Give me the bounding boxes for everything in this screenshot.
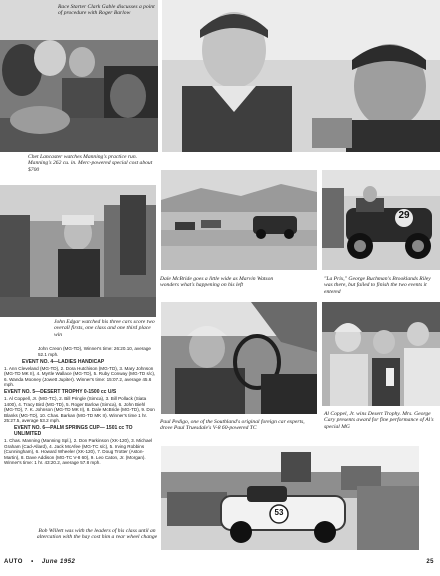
page-footer [4,559,434,569]
car-number-riley: 29 [398,210,410,221]
result-john-creon: John Creon (MG-TD), Winner's time: 26:20.10, average 52.1 mph. [38,346,151,357]
event-5-title: EVENT NO. 5—DESERT TROPHY 0-1500 cc U/S [4,389,117,395]
photo-la-prix-riley [322,170,440,270]
caption-edgar: John Edgar watched his three cars score two overall firsts, one class and one third place win [54,319,155,338]
event-5-results: 1. Al Coppell, Jr. (MG-TC), 2. Bill Pringle (Simca), 3. Bill Pollack (Siata 1400), 4. Tracy Bird (MG-TD), 5. Roger Barlow (Simca), 6. John Biehl (MG-TD), 7. K. Johnson (MG-TD MK II), 8. Dale McBride (MG-TD), 9. Don Blanks (MG-TD), 10. Chas. Barkan (MG-TD MK II). Winner's time 1 hr. 25:27.5, average 53.2 mph. [4,396,155,423]
photo-gable-closeup [162,0,440,152]
caption-gable: Race Starter Clark Gable discusses a point of procedure with Roger Barlow [58,4,155,17]
caption-lancaster: Chet Lancaster watches Manning's practice run. Manning's 262 cu. in. Merc-powered special cost about $700 [28,154,153,173]
photo-john-edgar [0,185,156,317]
caption-coppel: Al Coppel, Jr. wins Desert Trophy. Mrs. George Cary presents award for fine performance of Al's special MG [324,411,434,430]
event-6-title: EVENT NO. 6—PALM SPRINGS CUP— 1501 cc TO UNLIMITED [14,425,133,437]
event-4-title: EVENT NO. 4—LADIES HANDICAP [22,358,105,365]
footer-magazine: AUTO [4,559,23,565]
photo-gable-barlow [0,0,158,152]
photo-al-coppel-trophy [322,302,440,406]
race-results [4,346,156,467]
photo-mcbride-watson [161,170,317,270]
footer-left [4,559,75,565]
caption-willett: Bob Willett was with the leaders of his class until an altercation with the hay cost him a rear wheel change [36,528,158,541]
footer-page-number: 25 [426,559,434,565]
caption-pedigo: Paul Pedigo, one of the Southland's original foreign car experts, drove Paul Truesdale's V-8 60-powered TC [160,419,305,432]
caption-mcbride: Dale McBride goes a little wide as Marvin Watson wonders what's happening on his left [160,276,274,289]
photo-bob-willett [161,446,419,550]
event-6-results: 1. Chas. Manning (Manning Spl.), 2. Don Parkinson (XK-120), 3. Michael Graham (Cad-Allard), 4. Jack McAfee (MG-TC s/c), 5. Irving Robbins (Cunningham), 6. Howard Wheeler (XK-120), 7. Doug Trotter (Aston-Martin), 8. Dave Addison (MG-TC V-8 60), 9. Leo Caton, Jr. (Morgan). Winner's time: 1 hr. 43:20.2, average 57.8 mph. [4,438,153,465]
car-number-willett: 53 [274,508,284,517]
photo-paul-pedigo [161,302,317,414]
footer-bullet: • [31,559,34,565]
caption-la-prix: "La Prix," George Buchman's Brooklands Riley was there, but failed to finish the two events it entered [324,276,431,295]
event-4-results: 1. Ann Cleveland (MG-TD), 2. Dora Hutchison (MG-TD), 3. Mary Johnson (MG-TD MK II), 4. Myrtle Wallace (MG-TD), 5. Ruby Conway (MG-TD s/c), 6. Wanda Mooney (Jowett Jupiter). Winner's time: 15:07.2, average 45.6 mph. [4,365,156,387]
footer-date: June 1952 [41,559,76,565]
